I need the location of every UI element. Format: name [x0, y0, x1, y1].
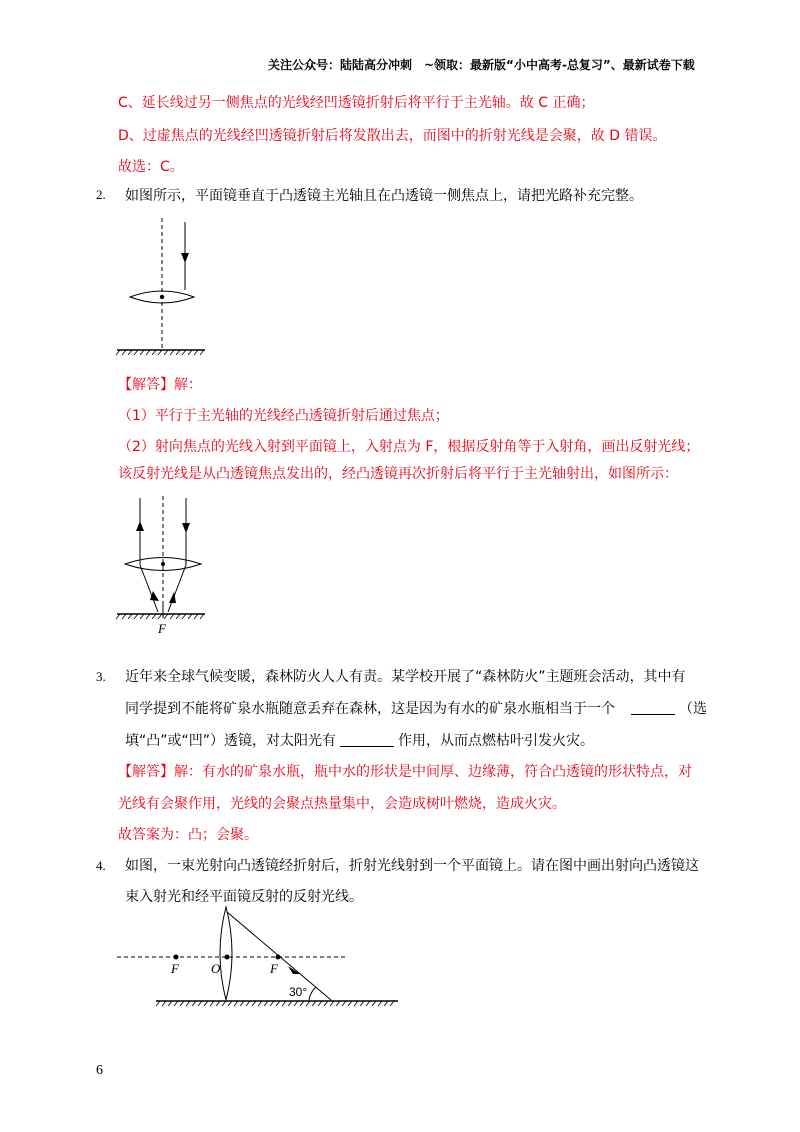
q3-answer-line-2: 光线有会聚作用，光线的会聚点热量集中，会造成树叶燃烧，造成火灾。: [118, 796, 566, 812]
q3-line-1: 近年来全球气候变暖，森林防火人人有责。某学校开展了“森林防火”主题班会活动，其中有: [125, 669, 686, 685]
q3-line-2-tail: （选: [679, 701, 707, 717]
q4-focus-left-dot: [174, 955, 179, 960]
q4-lens-center-dot: [225, 955, 230, 960]
q2-answer-tag: 【解答】: [118, 377, 174, 393]
q2-text: 如图所示，平面镜垂直于凸透镜主光轴且在凸透镜一侧焦点上，请把光路补充完整。: [125, 188, 643, 204]
q3-number: 3.: [96, 669, 106, 684]
q4-label-optical-center: O: [211, 961, 221, 976]
q3-answer-tag: 【解答】: [118, 764, 174, 780]
q4-label-focus-right: F: [270, 961, 278, 976]
q3-line-2-text: 同学提到不能将矿泉水瓶随意丢弃在森林，这是因为有水的矿泉水瓶相当于一个: [125, 701, 615, 717]
q4-label-focus-left: F: [171, 961, 179, 976]
q3-answer-text: 解：有水的矿泉水瓶，瓶中水的形状是中间厚、边缘薄，符合凸透镜的形状特点，对: [174, 764, 692, 780]
q3-line-3-text: 填“凸”或“凹”）透镜，对太阳光有: [125, 733, 337, 749]
q2-number: 2.: [96, 187, 106, 202]
q2-step-1: （1）平行于主光轴的光线经凸透镜折射后通过焦点；: [118, 408, 449, 424]
q3-line-3-tail: 作用，从而点燃枯叶引发火灾。: [398, 733, 595, 749]
q2-step-3: 该反射光线是从凸透镜焦点发出的，经凸透镜再次折射后将平行于主光轴射出，如图所示：: [118, 466, 678, 482]
option-d-explanation: D、过虚焦点的光线经凹透镜折射后将发散出去，而图中的折射光线是会聚，故 D 错误。: [118, 128, 667, 144]
q3-final-answer: 故答案为：凸；会聚。: [118, 827, 258, 843]
q4-convex-lens: [220, 907, 232, 1000]
q4-angle-arc: [309, 987, 316, 1000]
q2-answer-intro: 解：: [174, 377, 202, 393]
q4-line-1: 如图，一束光射向凸透镜经折射后，折射光线射到一个平面镜上。请在图中画出射向凸透镜这: [125, 858, 699, 874]
q2-step-2: （2）射向焦点的光线入射到平面镜上，入射点为 F，根据反射角等于入射角，画出反射光线；: [118, 439, 700, 455]
q4-number: 4.: [96, 858, 106, 873]
q2a-label-focus: F: [158, 621, 166, 636]
option-c-explanation: C、延长线过另一侧焦点的光线经凹透镜折射后将平行于主光轴。故 C 正确；: [118, 95, 595, 111]
page-header: 关注公众号：陆陆高分冲刺 ~领取：最新版“小中高考-总复习”、最新试卷下载: [268, 58, 695, 72]
page-number: 6: [96, 1063, 103, 1078]
q4-line-2: 束入射光和经平面镜反射的反射光线。: [125, 889, 363, 905]
q4-refracted-ray: [227, 912, 331, 1000]
prev-choice: 故选：C。: [118, 159, 184, 175]
q4-label-angle: 30°: [289, 985, 308, 999]
